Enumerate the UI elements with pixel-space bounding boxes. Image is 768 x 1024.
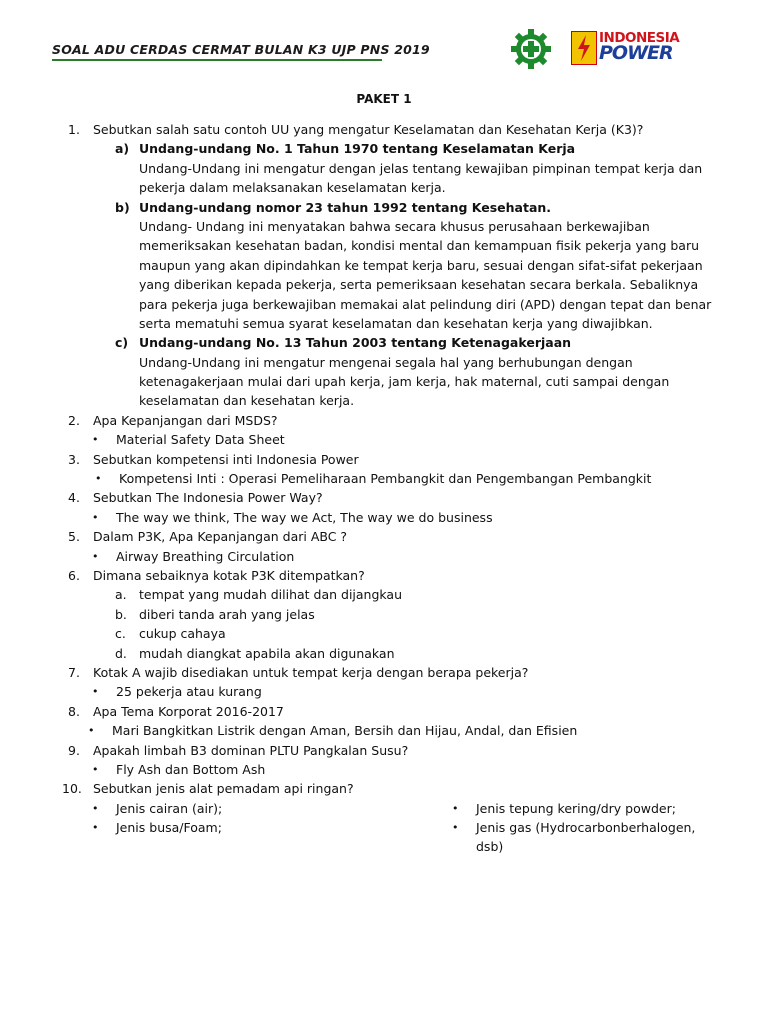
question-number: 3.	[68, 451, 80, 467]
answer-b-title	[0, 198, 768, 217]
answer-item	[0, 760, 768, 779]
answer-b-line	[0, 256, 768, 275]
answer-b-line	[0, 275, 768, 294]
question-number: 6.	[68, 567, 80, 583]
answer-title: Undang-undang nomor 23 tahun 1992 tentang Kesehatan.	[139, 199, 552, 215]
answer-a-line	[0, 159, 768, 178]
bullet-icon: •	[92, 821, 99, 835]
paragraph-line: ketenagakerjaan mulai dari upah kerja, jam kerja, hak maternal, cuti sampai dengan	[139, 374, 670, 390]
answer-text: Jenis busa/Foam;	[116, 820, 222, 836]
k3-gear-cross-icon	[510, 28, 552, 70]
item-label: a.	[115, 587, 127, 603]
question-8	[0, 702, 768, 721]
bullet-icon: •	[92, 433, 99, 447]
bullet-icon: •	[92, 549, 99, 563]
question-text: Apa Tema Korporat 2016-2017	[93, 703, 284, 719]
paragraph-line: Undang- Undang ini menyatakan bahwa secara khusus perusahaan berkewajiban	[139, 218, 650, 234]
answer-item	[0, 721, 768, 740]
paragraph-line: Undang-Undang ini mengatur mengenai segala hal yang berhubungan dengan	[139, 354, 633, 370]
answer-text: Jenis gas (Hydrocarbonberhalogen,	[476, 820, 696, 836]
question-number: 1.	[68, 122, 80, 137]
question-number: 10.	[62, 781, 82, 797]
question-number: 9.	[68, 742, 80, 758]
answer-text: 25 pekerja atau kurang	[116, 684, 262, 700]
item-label: b.	[115, 606, 127, 622]
answer-b-line	[0, 314, 768, 333]
answer-text: Jenis cairan (air);	[116, 800, 223, 816]
question-text: Sebutkan jenis alat pemadam api ringan?	[93, 781, 354, 797]
answer-text: Mari Bangkitkan Listrik dengan Aman, Bersih dan Hijau, Andal, dan Efisien	[112, 723, 578, 739]
header-title: SOAL ADU CERDAS CERMAT BULAN K3 UJP PNS 2019	[52, 42, 430, 57]
question-text: Kotak A wajib disediakan untuk tempat kerja dengan berapa pekerja?	[93, 664, 529, 680]
paragraph-line: maupun yang akan dipindahkan ke tempat kerja baru, sesuai dengan sifat-sifat pekerjaan	[139, 257, 703, 273]
answer-item	[0, 644, 768, 663]
answer-row	[0, 837, 768, 856]
question-4	[0, 488, 768, 507]
question-5	[0, 527, 768, 546]
question-10	[0, 779, 768, 798]
item-label: d.	[115, 645, 127, 661]
bullet-icon: •	[452, 821, 459, 835]
question-text: Sebutkan kompetensi inti Indonesia Power	[93, 451, 359, 467]
item-label: c.	[115, 626, 126, 642]
header-underline	[52, 59, 382, 61]
item-text: cukup cahaya	[139, 626, 226, 642]
item-text: mudah diangkat apabila akan digunakan	[139, 645, 395, 661]
paragraph-line: serta mematuhi semua syarat keselamatan dan kesehatan kerja yang diwajibkan.	[139, 315, 653, 331]
bullet-icon: •	[92, 801, 99, 815]
answer-item	[0, 605, 768, 624]
question-number: 4.	[68, 490, 80, 506]
question-number: 7.	[68, 664, 80, 680]
question-text: Sebutkan The Indonesia Power Way?	[93, 490, 323, 506]
answer-text: Kompetensi Inti : Operasi Pemeliharaan Pembangkit dan Pengembangan Pembangkit	[119, 471, 652, 487]
paragraph-line: Undang-Undang ini mengatur dengan jelas tentang kewajiban pimpinan tempat kerja dan	[139, 160, 703, 176]
bullet-icon: •	[88, 724, 95, 738]
answer-item	[0, 547, 768, 566]
answer-item	[0, 585, 768, 604]
paragraph-line: keselamatan dan kesehatan kerja.	[139, 393, 355, 409]
answer-label: c)	[115, 335, 129, 351]
answer-a-line	[0, 178, 768, 197]
answer-item	[0, 682, 768, 701]
answer-text: Airway Breathing Circulation	[116, 548, 295, 564]
answer-c-line	[0, 353, 768, 372]
question-number: 2.	[68, 412, 80, 428]
question-number: 8.	[68, 703, 80, 719]
question-text: Apa Kepanjangan dari MSDS?	[93, 412, 278, 428]
answer-text: dsb)	[476, 839, 504, 855]
answer-label: a)	[115, 141, 130, 157]
answer-c-title	[0, 333, 768, 352]
question-6	[0, 566, 768, 585]
answer-b-line	[0, 217, 768, 236]
answer-item	[0, 469, 768, 488]
answer-text: Fly Ash dan Bottom Ash	[116, 761, 266, 777]
indonesia-power-logo	[571, 28, 693, 66]
question-text: Dalam P3K, Apa Kepanjangan dari ABC ?	[93, 529, 348, 545]
answer-title: Undang-undang No. 1 Tahun 1970 tentang Keselamatan Kerja	[139, 141, 576, 157]
answer-text: Material Safety Data Sheet	[116, 432, 285, 448]
paragraph-line: memeriksakan kesehatan badan, kondisi mental dan kemampuan fisik pekerja yang baru	[139, 238, 700, 254]
bullet-icon: •	[92, 510, 99, 524]
item-text: diberi tanda arah yang jelas	[139, 606, 315, 622]
question-number: 5.	[68, 529, 80, 545]
answer-row	[0, 799, 768, 818]
bullet-icon: •	[92, 762, 99, 776]
logo-word-power: POWER	[599, 42, 673, 64]
question-3	[0, 450, 768, 469]
paragraph-line: para pekerja juga berkewajiban memakai alat pelindung diri (APD) dengan tepat dan benar	[139, 296, 712, 312]
answer-a-title	[0, 139, 768, 158]
question-list	[0, 120, 768, 857]
paragraph-line: pekerja dalam melaksanakan keselamatan kerja.	[139, 180, 446, 196]
answer-label: b)	[115, 199, 130, 215]
answer-c-line	[0, 391, 768, 410]
answer-item	[0, 624, 768, 643]
answer-b-line	[0, 295, 768, 314]
question-text: Dimana sebaiknya kotak P3K ditempatkan?	[93, 567, 365, 583]
bullet-icon: •	[95, 472, 102, 486]
question-9	[0, 741, 768, 760]
answer-c-line	[0, 372, 768, 391]
bullet-icon: •	[92, 685, 99, 699]
answer-row	[0, 818, 768, 837]
question-7	[0, 663, 768, 682]
answer-title: Undang-undang No. 13 Tahun 2003 tentang Ketenagakerjaan	[139, 335, 572, 351]
answer-item	[0, 430, 768, 449]
question-text: Sebutkan salah satu contoh UU yang mengatur Keselamatan dan Kesehatan Kerja (K3)?	[93, 122, 644, 137]
answer-item	[0, 508, 768, 527]
bullet-icon: •	[452, 801, 459, 815]
lightning-mark-icon	[571, 31, 597, 65]
answer-text: The way we think, The way we Act, The way we do business	[116, 509, 493, 525]
answer-text: Jenis tepung kering/dry powder;	[476, 800, 676, 816]
item-text: tempat yang mudah dilihat dan dijangkau	[139, 587, 403, 603]
question-1	[0, 120, 768, 139]
question-2	[0, 411, 768, 430]
logo-word-indonesia: INDONESIA	[599, 30, 680, 46]
paket-title: PAKET 1	[356, 92, 412, 106]
answer-b-line	[0, 236, 768, 255]
question-text: Apakah limbah B3 dominan PLTU Pangkalan Susu?	[93, 742, 409, 758]
paragraph-line: yang diberikan kepada pekerja, serta pemeriksaan kesehatan secara berkala. Sebaliknya	[139, 277, 699, 293]
